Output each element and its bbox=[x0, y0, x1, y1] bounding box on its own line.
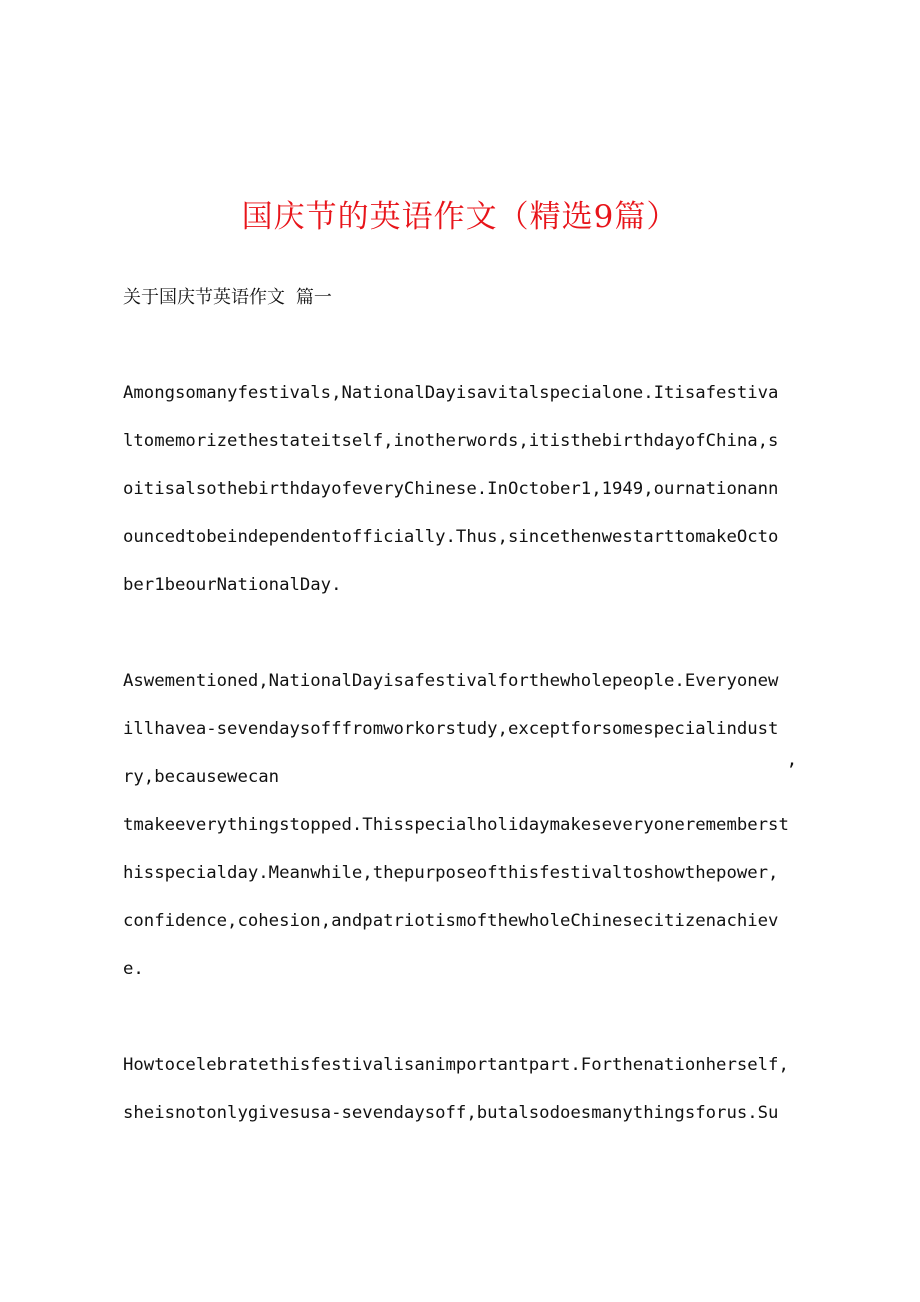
paragraph-1-line: ltomemorizethestateitself,inotherwords,itisthebirthdayofChina,s bbox=[123, 431, 779, 451]
paragraph-2-line: illhavea-sevendaysofffromworkorstudy,exceptforsomespecialindust bbox=[123, 719, 779, 739]
paragraph-2-line: confidence,cohesion,andpatriotismofthewholeChinesecitizenachiev bbox=[123, 911, 779, 931]
document-title: 国庆节的英语作文（精选9篇） bbox=[241, 199, 679, 235]
paragraph-2-line: tmakeeverythingstopped.Thisspecialholidaymakeseveryonerememberst bbox=[123, 815, 789, 835]
paragraph-2-line: e. bbox=[123, 959, 144, 979]
paragraph-2-line: hisspecialday.Meanwhile,thepurposeofthisfestivaltoshowthepower, bbox=[123, 863, 779, 883]
paragraph-1-line: oitisalsothebirthdayofeveryChinese.InOctober1,1949,ournationann bbox=[123, 479, 779, 499]
apostrophe-mark: ’ bbox=[786, 760, 797, 781]
paragraph-1-line: ouncedtobeindependentofficially.Thus,sincethenwestarttomakeOcto bbox=[123, 527, 779, 547]
paragraph-3-line: sheisnotonlygivesusa-sevendaysoff,butalsodoesmanythingsforus.Su bbox=[123, 1103, 779, 1123]
paragraph-2-line: ry,becausewecan bbox=[123, 767, 280, 787]
paragraph-1-line: ber1beourNationalDay. bbox=[123, 575, 342, 595]
paragraph-3-line: Howtocelebratethisfestivalisanimportantpart.Forthenationherself, bbox=[123, 1055, 789, 1075]
paragraph-1-line: Amongsomanyfestivals,NationalDayisavitalspecialone.Itisafestiva bbox=[123, 383, 779, 403]
section-heading: 关于国庆节英语作文 篇一 bbox=[123, 287, 332, 308]
paragraph-2-line: Aswementioned,NationalDayisafestivalforthewholepeople.Everyonew bbox=[123, 671, 779, 691]
